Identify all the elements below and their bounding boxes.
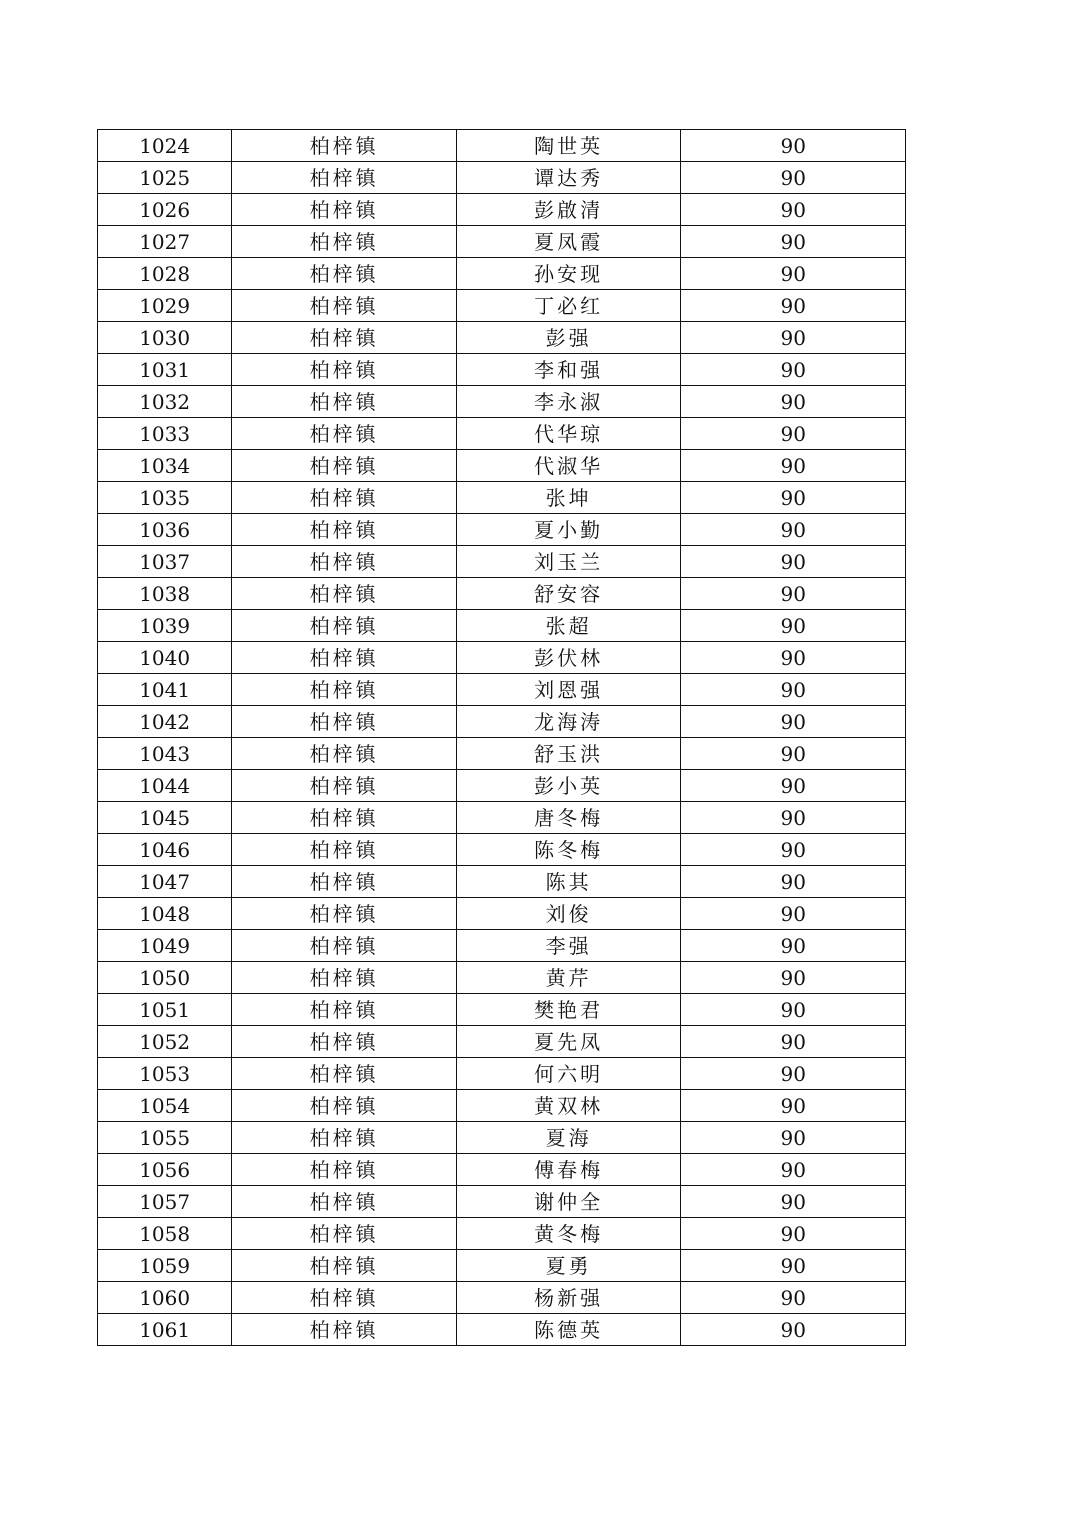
town-cell: 柏梓镇 [232, 738, 457, 770]
name-cell: 夏小勤 [456, 514, 681, 546]
table-row [98, 386, 906, 418]
table-row [98, 1218, 906, 1250]
table-row [98, 354, 906, 386]
serial-number-cell: 1048 [98, 898, 232, 930]
town-cell: 柏梓镇 [232, 1026, 457, 1058]
amount-cell: 90 [681, 1090, 906, 1122]
town-cell: 柏梓镇 [232, 258, 457, 290]
serial-number-cell: 1027 [98, 226, 232, 258]
serial-number-cell: 1060 [98, 1282, 232, 1314]
serial-number-cell: 1037 [98, 546, 232, 578]
town-cell: 柏梓镇 [232, 930, 457, 962]
amount-cell: 90 [681, 322, 906, 354]
amount-cell: 90 [681, 130, 906, 162]
table-row [98, 194, 906, 226]
serial-number-cell: 1057 [98, 1186, 232, 1218]
name-cell: 何六明 [456, 1058, 681, 1090]
amount-cell: 90 [681, 1026, 906, 1058]
town-cell: 柏梓镇 [232, 322, 457, 354]
amount-cell: 90 [681, 834, 906, 866]
town-cell: 柏梓镇 [232, 194, 457, 226]
amount-cell: 90 [681, 578, 906, 610]
name-cell: 李强 [456, 930, 681, 962]
amount-cell: 90 [681, 802, 906, 834]
amount-cell: 90 [681, 770, 906, 802]
serial-number-cell: 1046 [98, 834, 232, 866]
name-cell: 陈其 [456, 866, 681, 898]
name-cell: 舒玉洪 [456, 738, 681, 770]
town-cell: 柏梓镇 [232, 1122, 457, 1154]
table-row [98, 130, 906, 162]
serial-number-cell: 1040 [98, 642, 232, 674]
town-cell: 柏梓镇 [232, 514, 457, 546]
amount-cell: 90 [681, 674, 906, 706]
table-row [98, 1122, 906, 1154]
town-cell: 柏梓镇 [232, 578, 457, 610]
town-cell: 柏梓镇 [232, 546, 457, 578]
name-cell: 张坤 [456, 482, 681, 514]
serial-number-cell: 1034 [98, 450, 232, 482]
table-row [98, 1186, 906, 1218]
table-row [98, 1026, 906, 1058]
name-cell: 刘玉兰 [456, 546, 681, 578]
table-row [98, 898, 906, 930]
table-row [98, 642, 906, 674]
table-row [98, 322, 906, 354]
town-cell: 柏梓镇 [232, 962, 457, 994]
table-row [98, 930, 906, 962]
table-row [98, 770, 906, 802]
town-cell: 柏梓镇 [232, 674, 457, 706]
amount-cell: 90 [681, 962, 906, 994]
serial-number-cell: 1041 [98, 674, 232, 706]
name-cell: 黄芹 [456, 962, 681, 994]
amount-cell: 90 [681, 1282, 906, 1314]
town-cell: 柏梓镇 [232, 354, 457, 386]
serial-number-cell: 1055 [98, 1122, 232, 1154]
town-cell: 柏梓镇 [232, 610, 457, 642]
serial-number-cell: 1058 [98, 1218, 232, 1250]
name-cell: 谭达秀 [456, 162, 681, 194]
town-cell: 柏梓镇 [232, 802, 457, 834]
amount-cell: 90 [681, 162, 906, 194]
name-cell: 张超 [456, 610, 681, 642]
serial-number-cell: 1042 [98, 706, 232, 738]
name-cell: 孙安现 [456, 258, 681, 290]
town-cell: 柏梓镇 [232, 450, 457, 482]
table-row [98, 482, 906, 514]
name-cell: 杨新强 [456, 1282, 681, 1314]
name-cell: 唐冬梅 [456, 802, 681, 834]
town-cell: 柏梓镇 [232, 706, 457, 738]
name-cell: 黄双林 [456, 1090, 681, 1122]
amount-cell: 90 [681, 1122, 906, 1154]
town-cell: 柏梓镇 [232, 1282, 457, 1314]
name-cell: 彭强 [456, 322, 681, 354]
amount-cell: 90 [681, 898, 906, 930]
amount-cell: 90 [681, 1186, 906, 1218]
town-cell: 柏梓镇 [232, 642, 457, 674]
name-cell: 彭啟清 [456, 194, 681, 226]
town-cell: 柏梓镇 [232, 386, 457, 418]
table-row [98, 1282, 906, 1314]
table-row [98, 226, 906, 258]
table-row [98, 514, 906, 546]
amount-cell: 90 [681, 994, 906, 1026]
serial-number-cell: 1028 [98, 258, 232, 290]
amount-cell: 90 [681, 450, 906, 482]
amount-cell: 90 [681, 642, 906, 674]
town-cell: 柏梓镇 [232, 162, 457, 194]
name-cell: 陶世英 [456, 130, 681, 162]
serial-number-cell: 1051 [98, 994, 232, 1026]
amount-cell: 90 [681, 1058, 906, 1090]
name-cell: 李永淑 [456, 386, 681, 418]
table-row [98, 162, 906, 194]
town-cell: 柏梓镇 [232, 866, 457, 898]
amount-cell: 90 [681, 706, 906, 738]
town-cell: 柏梓镇 [232, 1250, 457, 1282]
town-cell: 柏梓镇 [232, 290, 457, 322]
name-cell: 代淑华 [456, 450, 681, 482]
name-cell: 代华琼 [456, 418, 681, 450]
amount-cell: 90 [681, 482, 906, 514]
amount-cell: 90 [681, 1250, 906, 1282]
serial-number-cell: 1045 [98, 802, 232, 834]
table-row [98, 962, 906, 994]
name-cell: 谢仲全 [456, 1186, 681, 1218]
serial-number-cell: 1047 [98, 866, 232, 898]
name-cell: 刘俊 [456, 898, 681, 930]
serial-number-cell: 1050 [98, 962, 232, 994]
amount-cell: 90 [681, 194, 906, 226]
name-cell: 夏先凤 [456, 1026, 681, 1058]
table-row [98, 290, 906, 322]
serial-number-cell: 1049 [98, 930, 232, 962]
name-cell: 刘恩强 [456, 674, 681, 706]
town-cell: 柏梓镇 [232, 130, 457, 162]
table-row [98, 674, 906, 706]
serial-number-cell: 1056 [98, 1154, 232, 1186]
serial-number-cell: 1052 [98, 1026, 232, 1058]
amount-cell: 90 [681, 258, 906, 290]
table-row [98, 706, 906, 738]
table-row [98, 450, 906, 482]
name-cell: 傅春梅 [456, 1154, 681, 1186]
name-cell: 夏勇 [456, 1250, 681, 1282]
name-cell: 舒安容 [456, 578, 681, 610]
table-row [98, 1058, 906, 1090]
serial-number-cell: 1035 [98, 482, 232, 514]
table-row [98, 578, 906, 610]
amount-cell: 90 [681, 514, 906, 546]
serial-number-cell: 1044 [98, 770, 232, 802]
table-row [98, 1250, 906, 1282]
town-cell: 柏梓镇 [232, 770, 457, 802]
amount-cell: 90 [681, 418, 906, 450]
amount-cell: 90 [681, 226, 906, 258]
serial-number-cell: 1030 [98, 322, 232, 354]
amount-cell: 90 [681, 290, 906, 322]
table-row [98, 802, 906, 834]
name-cell: 龙海涛 [456, 706, 681, 738]
serial-number-cell: 1038 [98, 578, 232, 610]
table-row [98, 546, 906, 578]
serial-number-cell: 1053 [98, 1058, 232, 1090]
table-row [98, 610, 906, 642]
serial-number-cell: 1059 [98, 1250, 232, 1282]
serial-number-cell: 1024 [98, 130, 232, 162]
amount-cell: 90 [681, 546, 906, 578]
amount-cell: 90 [681, 738, 906, 770]
serial-number-cell: 1061 [98, 1314, 232, 1346]
roster-table-body [98, 130, 906, 1346]
amount-cell: 90 [681, 386, 906, 418]
name-cell: 李和强 [456, 354, 681, 386]
name-cell: 夏海 [456, 1122, 681, 1154]
name-cell: 彭小英 [456, 770, 681, 802]
table-row [98, 418, 906, 450]
table-row [98, 994, 906, 1026]
amount-cell: 90 [681, 1154, 906, 1186]
roster-table [97, 129, 906, 1346]
name-cell: 夏凤霞 [456, 226, 681, 258]
serial-number-cell: 1043 [98, 738, 232, 770]
serial-number-cell: 1039 [98, 610, 232, 642]
amount-cell: 90 [681, 866, 906, 898]
town-cell: 柏梓镇 [232, 1218, 457, 1250]
amount-cell: 90 [681, 610, 906, 642]
serial-number-cell: 1036 [98, 514, 232, 546]
town-cell: 柏梓镇 [232, 834, 457, 866]
town-cell: 柏梓镇 [232, 1314, 457, 1346]
town-cell: 柏梓镇 [232, 1058, 457, 1090]
town-cell: 柏梓镇 [232, 482, 457, 514]
town-cell: 柏梓镇 [232, 1090, 457, 1122]
serial-number-cell: 1033 [98, 418, 232, 450]
serial-number-cell: 1032 [98, 386, 232, 418]
table-row [98, 834, 906, 866]
town-cell: 柏梓镇 [232, 1154, 457, 1186]
name-cell: 黄冬梅 [456, 1218, 681, 1250]
amount-cell: 90 [681, 354, 906, 386]
serial-number-cell: 1026 [98, 194, 232, 226]
amount-cell: 90 [681, 930, 906, 962]
town-cell: 柏梓镇 [232, 994, 457, 1026]
name-cell: 樊艳君 [456, 994, 681, 1026]
name-cell: 丁必红 [456, 290, 681, 322]
table-row [98, 258, 906, 290]
serial-number-cell: 1025 [98, 162, 232, 194]
table-row [98, 1154, 906, 1186]
serial-number-cell: 1031 [98, 354, 232, 386]
amount-cell: 90 [681, 1314, 906, 1346]
town-cell: 柏梓镇 [232, 226, 457, 258]
town-cell: 柏梓镇 [232, 898, 457, 930]
amount-cell: 90 [681, 1218, 906, 1250]
name-cell: 彭伏林 [456, 642, 681, 674]
serial-number-cell: 1054 [98, 1090, 232, 1122]
table-row [98, 738, 906, 770]
name-cell: 陈德英 [456, 1314, 681, 1346]
serial-number-cell: 1029 [98, 290, 232, 322]
town-cell: 柏梓镇 [232, 1186, 457, 1218]
table-row [98, 866, 906, 898]
table-row [98, 1090, 906, 1122]
name-cell: 陈冬梅 [456, 834, 681, 866]
table-row [98, 1314, 906, 1346]
town-cell: 柏梓镇 [232, 418, 457, 450]
